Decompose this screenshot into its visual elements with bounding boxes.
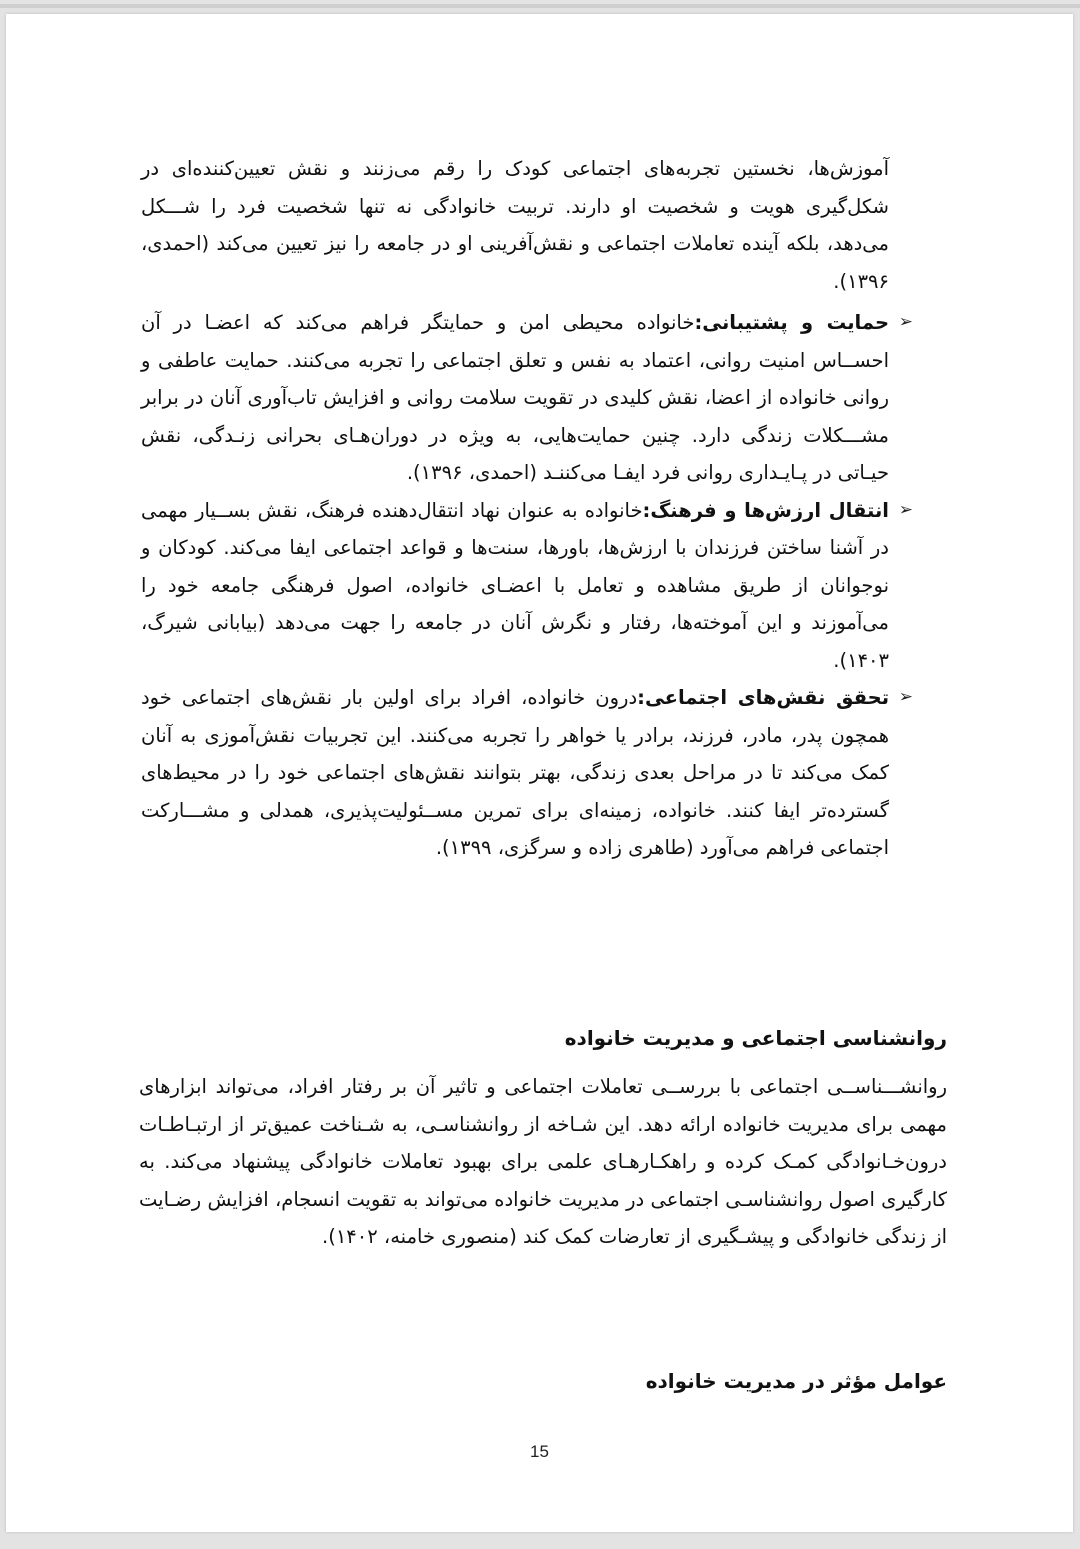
arrow-bullet-icon: ➢ — [898, 499, 913, 520]
document-page — [6, 14, 1073, 1532]
bullet-list — [141, 304, 913, 867]
bullet-item-roles — [141, 679, 913, 867]
bullet-title: حمایت و پشتیبانی: — [694, 311, 889, 334]
viewer-top-rule — [0, 4, 1080, 8]
bullet-item-culture — [141, 492, 913, 680]
section-paragraph: روانشـــناســی اجتماعی با بررســی تعاملات اجتماعی و تاثیر آن بر رفتار افراد، می‌تواند ابزارهای مهمی برای مدیریت خانواده ارائه دهد. این شـاخه از روانشناسـی، به شـناخت عمیق‌تر از ارتبـاطـات درون‌خـانوادگی کمـک کرده و راهکـارهـای علمی برای بهبود تعاملات خانوادگی پیشنهاد می‌کند. به کارگیری اصول روانشناسـی اجتماعی در مدیریت خانواده می‌تواند به تقویت انسجام، افزایش رضـایت از زندگی خانوادگی و پیشـگیری از تعارضات کمک کند (منصوری خامنه، ۱۴۰۲). — [139, 1075, 947, 1248]
bullet-title: انتقال ارزش‌ها و فرهنگ: — [642, 498, 889, 522]
bullet-text: درون خانواده، افراد برای اولین بار نقش‌های اجتماعی خود همچون پدر، مادر، فرزند، برادر یا خواهر را تجربه می‌کنند. این تجربیات نقش‌آموزی به آنان کمک می‌کند تا در مراحل بعدی زندگی، بهتر بتوانند نقش‌های اجتماعی خود را در محیط‌های گسترده‌تر ایفا کنند. خانواده، زمینه‌ای برای تمرین مســئولیت‌پذیری، همدلی و مشـــارکت اجتماعی فراهم می‌آورد (طاهری زاده و سرگزی، ۱۳۹۹). — [141, 686, 889, 859]
arrow-bullet-icon: ➢ — [898, 687, 913, 707]
bullet-item-support — [141, 304, 913, 492]
page-number: 15 — [530, 1442, 549, 1461]
section-heading: روانشناسی اجتماعی و مدیریت خانواده — [564, 1026, 947, 1050]
bullet-text: خانواده محیطی امن و حمایتگر فراهم می‌کند که اعضـا در آن احســاس امنیت روانی، اعتماد به نفس و تعلق اجتماعی را تجربه می‌کنند. حمایت عاطفی و روانی خانواده از اعضا، نقش کلیدی در تقویت سلامت روانی و افزایش تاب‌آوری آنان در برابر مشـــکلات زندگی دارد. چنین حمایت‌هایی، به ویژه در دوران‌هـای بحرانی زنـدگی، نقش حیـاتی در پـایـداری روانی فرد ایفـا می‌کننـد (احمدی، ۱۳۹۶). — [141, 311, 889, 484]
bullet-text: خانواده به عنوان نهاد انتقال‌دهنده فرهنگ، نقش بســیار مهمی در آشنا ساختن فرزندان با ارزش‌ها، باورها، سنت‌ها و قواعد اجتماعی ایفا می‌کند. کودکان و نوجوانان از طریق مشاهده و تعامل با اعضـای خانواده، اصول فرهنگی جامعه خود را می‌آموزند و این آموخته‌ها، رفتار و نگرش آنان در جامعه را جهت می‌دهد (بیابانی شیرگ، ۱۴۰۳). — [141, 498, 889, 672]
arrow-bullet-icon: ➢ — [898, 312, 913, 332]
intro-paragraph: آموزش‌ها، نخستین تجربه‌های اجتماعی کودک را رقم می‌زنند و نقش تعیین‌کننده‌ای در شکل‌گیری هویت و شخصیت او دارند. تربیت خانوادگی نه تنها شخصیت فرد را شـــکل می‌دهد، بلکه آینده تعاملات اجتماعی و نقش‌آفرینی او در جامعه را نیز تعیین می‌کند (احمدی، ۱۳۹۶). — [141, 157, 889, 293]
bullet-title: تحقق نقش‌های اجتماعی: — [637, 686, 890, 709]
next-section-heading: عوامل مؤثر در مدیریت خانواده — [645, 1369, 947, 1393]
